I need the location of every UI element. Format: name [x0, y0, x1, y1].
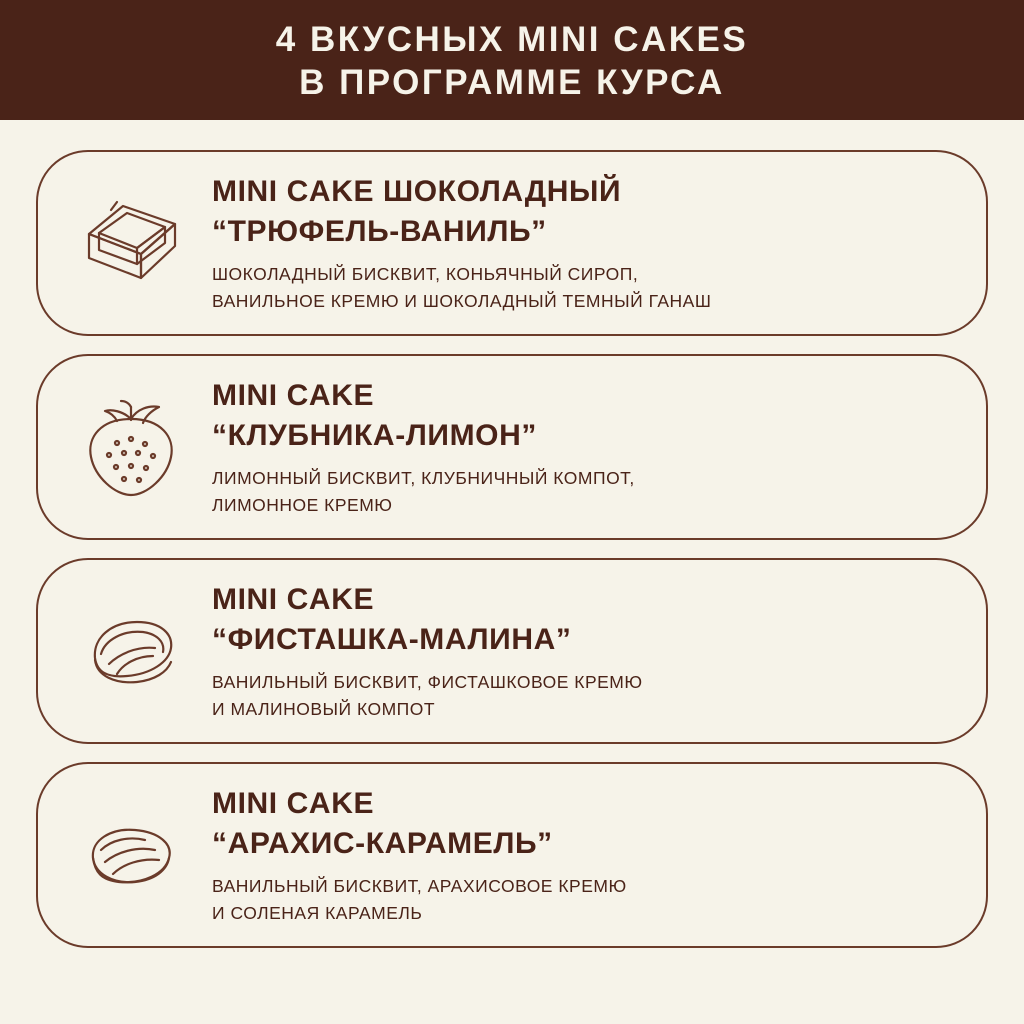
cake-title — [212, 376, 956, 455]
cake-title-line-2: “АРАХИС-КАРАМЕЛЬ” — [212, 826, 553, 860]
cake-title-line-2: “КЛУБНИКА-ЛИМОН” — [212, 418, 537, 452]
cake-title-line-2: “ТРЮФЕЛЬ-ВАНИЛЬ” — [212, 214, 547, 248]
cake-description-line-1: ЛИМОННЫЙ БИСКВИТ, КЛУБНИЧНЫЙ КОМПОТ, — [212, 468, 635, 489]
strawberry-icon — [56, 372, 206, 522]
cake-title — [212, 172, 956, 251]
cake-text — [206, 172, 960, 314]
cake-card — [36, 354, 988, 540]
cake-title-line-1: MINI CAKE — [212, 787, 375, 821]
cake-description-line-1: ВАНИЛЬНЫЙ БИСКВИТ, АРАХИСОВОЕ КРЕМЮ — [212, 876, 627, 897]
cake-description-line-2: И МАЛИНОВЫЙ КОМПОТ — [212, 698, 436, 719]
chocolate-bar-icon — [56, 168, 206, 318]
header-title-line-1: 4 ВКУСНЫХ MINI CAKES — [275, 20, 749, 60]
pistachio-icon — [56, 576, 206, 726]
cake-description-line-1: ВАНИЛЬНЫЙ БИСКВИТ, ФИСТАШКОВОЕ КРЕМЮ — [212, 672, 643, 693]
cake-title-line-1: MINI CAKE — [212, 583, 375, 617]
cake-text — [206, 580, 960, 722]
cake-description — [212, 669, 956, 722]
cake-text — [206, 784, 960, 926]
cake-description — [212, 465, 956, 518]
cake-description-line-2: ВАНИЛЬНОЕ КРЕМЮ И ШОКОЛАДНЫЙ ТЕМНЫЙ ГАНАШ — [212, 290, 712, 311]
cake-list — [0, 120, 1024, 1024]
cake-title-line-2: “ФИСТАШКА-МАЛИНА” — [212, 622, 572, 656]
cake-card — [36, 150, 988, 336]
poster-header — [0, 0, 1024, 120]
cake-title — [212, 784, 956, 863]
cake-title-line-1: MINI CAKE — [212, 379, 375, 413]
cake-description-line-2: ЛИМОННОЕ КРЕМЮ — [212, 494, 393, 515]
cake-description — [212, 261, 956, 314]
cake-description-line-2: И СОЛЕНАЯ КАРАМЕЛЬ — [212, 902, 423, 923]
cake-description-line-1: ШОКОЛАДНЫЙ БИСКВИТ, КОНЬЯЧНЫЙ СИРОП, — [212, 264, 639, 285]
cake-title — [212, 580, 956, 659]
header-title-line-2: В ПРОГРАММЕ КУРСА — [299, 63, 725, 102]
cake-description — [212, 873, 956, 926]
cake-card — [36, 558, 988, 744]
cake-card — [36, 762, 988, 948]
cake-title-line-1: MINI CAKE ШОКОЛАДНЫЙ — [212, 175, 622, 209]
cake-text — [206, 376, 960, 518]
peanut-icon — [56, 780, 206, 930]
